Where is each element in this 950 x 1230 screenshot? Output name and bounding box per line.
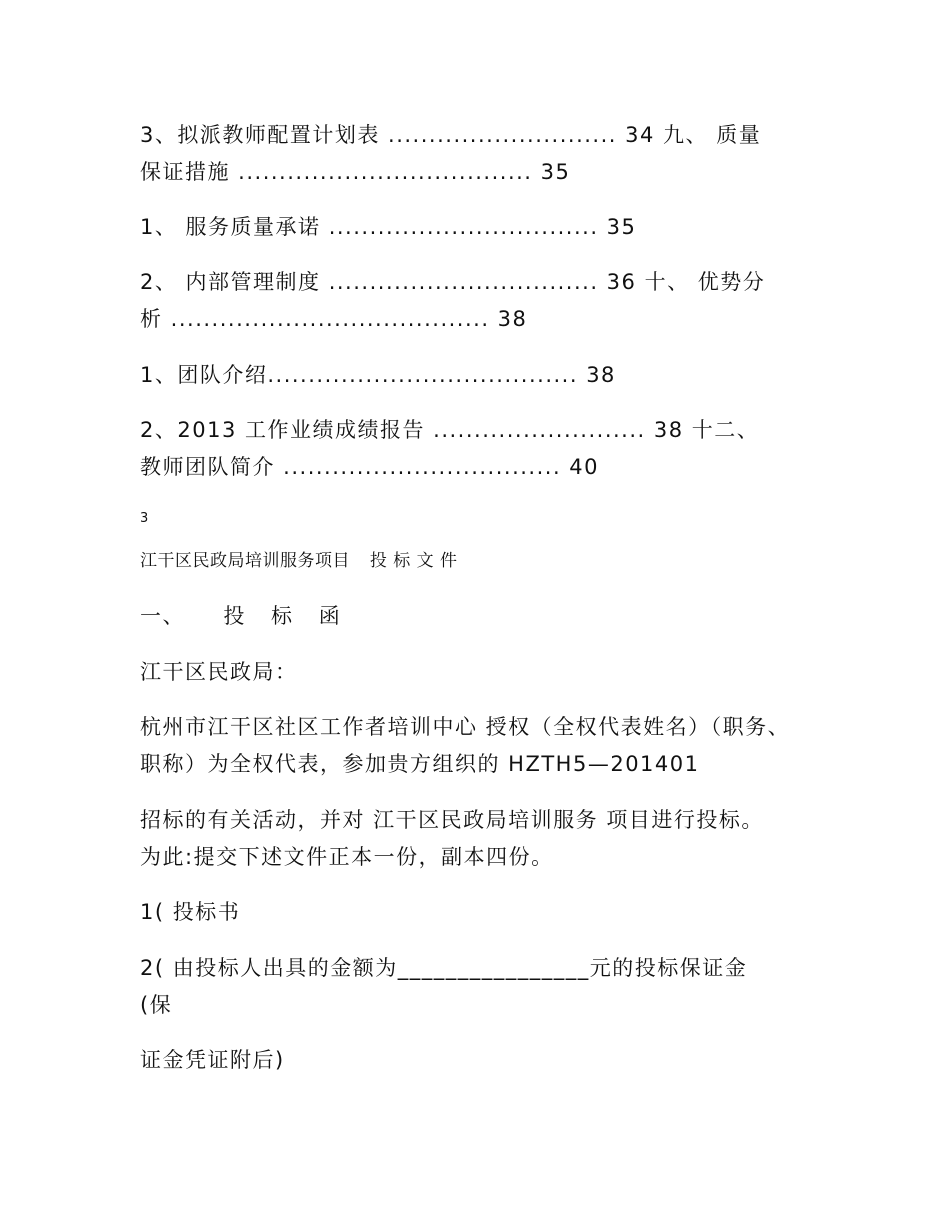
section-heading: [140, 602, 350, 630]
toc-line: 保证措施 .................................... 35: [140, 160, 571, 184]
document-header: [140, 547, 458, 575]
toc-line: 1、 服务质量承诺 ................................. 35: [140, 215, 637, 239]
list-item: 1( 投标书: [140, 900, 241, 924]
toc-line: 3、拟派教师配置计划表 ............................ 34 九、 质量: [140, 123, 762, 147]
toc-line: 1、团队介绍...................................... 38: [140, 363, 616, 387]
paragraph-line: 职称）为全权代表，参加贵方组织的 HZTH5—201401: [140, 752, 700, 776]
paragraph-line: 为此:提交下述文件正本一份，副本四份。: [140, 845, 554, 869]
list-item: 2( 由投标人出具的金额为________________元的投标保证金: [140, 956, 748, 980]
list-item-continuation: (保: [140, 993, 173, 1017]
section-title: 投 标 函: [223, 604, 350, 628]
addressee: 江干区民政局：: [140, 660, 298, 684]
list-item-continuation: 证金凭证附后): [140, 1048, 285, 1072]
header-document-type: 投 标 文 件: [369, 551, 458, 571]
section-number: 一、: [140, 604, 185, 628]
toc-line: 2、2013 工作业绩成绩报告 .......................... 38 十二、: [140, 418, 760, 442]
toc-line: 教师团队简介 .................................. 40: [140, 455, 600, 479]
toc-line: 析 ....................................... 38: [140, 307, 528, 331]
page-number: 3: [140, 511, 149, 526]
header-project-name: 江干区民政局培训服务项目: [140, 551, 350, 571]
toc-line: 2、 内部管理制度 ................................. 36 十、 优势分: [140, 270, 766, 294]
paragraph-line: 杭州市江干区社区工作者培训中心 授权（全权代表姓名）（职务、: [140, 715, 791, 739]
paragraph-line: 招标的有关活动，并对 江干区民政局培训服务 项目进行投标。: [140, 808, 764, 832]
